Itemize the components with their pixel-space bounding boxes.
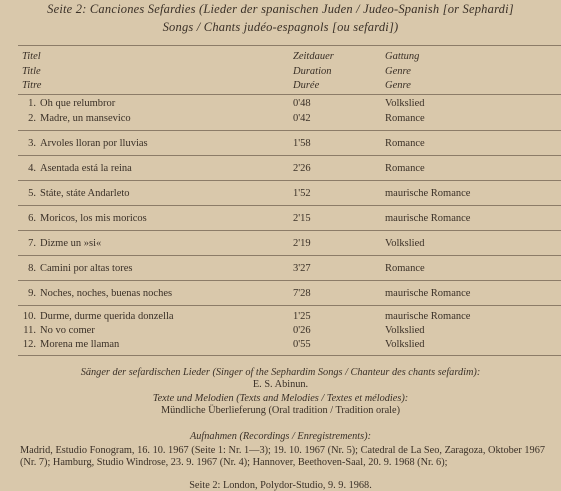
col-genre-en: Genre [385, 66, 411, 77]
row-divider [18, 230, 561, 231]
col-title-en: Title [22, 66, 41, 77]
texts-value: Mündliche Überlieferung (Oral tradition / Tradition orale) [160, 405, 401, 416]
track-duration: 2'19 [293, 238, 311, 249]
track-duration: 2'15 [293, 213, 311, 224]
track-duration: 3'27 [293, 263, 311, 274]
track-duration: 7'28 [293, 288, 311, 299]
track-number: 12. [22, 339, 36, 350]
track-genre: Romance [385, 138, 425, 149]
top-rule [18, 45, 561, 46]
track-title: No vo comer [40, 325, 95, 336]
track-number: 2. [28, 113, 36, 124]
track-title: Camini por altas tores [40, 263, 133, 274]
track-title: Dizme un »si« [40, 238, 102, 249]
row-divider [18, 205, 561, 206]
recordings-text: Madrid, Estudio Fonogram, 16. 10. 1967 (Seite 1: Nr. 1—3); 19. 10. 1967 (Nr. 5); Catedral de La Seo, Zaragoza, Oktober 1967 (Nr. 7); Hamburg, Studio Windrose, 23. 9. 1967 (Nr. 4); Hannover, Beethoven-Saal, 20. 9. 1968 (Nr. 6); [20, 445, 545, 468]
track-number: 4. [28, 163, 36, 174]
col-title-de: Titel [22, 51, 41, 62]
track-genre: maurische Romance [385, 311, 471, 322]
track-title: Státe, státe Andarleto [40, 188, 130, 199]
heading-line-1: Seite 2: Canciones Sefardies (Lieder der spanischen Juden / Judeo-Spanish [or Sephardi] [47, 2, 514, 16]
track-duration: 2'26 [293, 163, 311, 174]
track-row [0, 311, 561, 325]
row-divider [18, 180, 561, 181]
track-row [0, 213, 561, 227]
track-number: 11. [23, 325, 36, 336]
track-title: Oh que relumbror [40, 98, 116, 109]
track-title: Morena me llaman [40, 339, 120, 350]
texts-label: Texte und Melodien (Texts and Melodies / Textes et mélodies): [152, 393, 409, 404]
track-genre: Volkslied [385, 98, 425, 109]
track-genre: maurische Romance [385, 188, 471, 199]
track-duration: 0'55 [293, 339, 311, 350]
track-title: Madre, un mansevico [40, 113, 131, 124]
col-duration-de: Zeitdauer [293, 51, 334, 62]
track-genre: Romance [385, 163, 425, 174]
track-duration: 1'25 [293, 311, 311, 322]
track-genre: maurische Romance [385, 213, 471, 224]
track-number: 1. [28, 98, 36, 109]
recordings-label: Aufnahmen (Recordings / Enregistrements): [189, 431, 371, 442]
bottom-rule [18, 355, 561, 356]
track-title: Asentada está la reina [40, 163, 132, 174]
track-genre: Romance [385, 113, 425, 124]
track-title: Moricos, los mis moricos [40, 213, 147, 224]
track-number: 10. [22, 311, 36, 322]
track-genre: Romance [385, 263, 425, 274]
track-row [0, 288, 561, 302]
row-divider [18, 155, 561, 156]
track-number: 5. [28, 188, 36, 199]
track-genre: Volkslied [385, 238, 425, 249]
track-number: 8. [28, 263, 36, 274]
col-genre-fr: Genre [385, 80, 411, 91]
track-number: 6. [28, 213, 36, 224]
track-row [0, 325, 561, 339]
track-genre: Volkslied [385, 339, 425, 350]
row-divider [18, 280, 561, 281]
track-number: 7. [28, 238, 36, 249]
track-row [0, 188, 561, 202]
track-row [0, 163, 561, 177]
track-number: 9. [28, 288, 36, 299]
track-duration: 1'58 [293, 138, 311, 149]
header-rule [18, 94, 561, 95]
col-genre-de: Gattung [385, 51, 420, 62]
track-genre: Volkslied [385, 325, 425, 336]
track-number: 3. [28, 138, 36, 149]
track-title: Arvoles lloran por lluvias [40, 138, 148, 149]
track-row [0, 138, 561, 152]
singer-name: E. S. Abinun. [252, 379, 309, 390]
track-row [0, 98, 561, 112]
track-duration: 0'26 [293, 325, 311, 336]
track-row [0, 238, 561, 252]
track-title: Noches, noches, buenas noches [40, 288, 173, 299]
col-duration-en: Duration [293, 66, 332, 77]
row-divider [18, 255, 561, 256]
col-title-fr: Titre [22, 80, 42, 91]
track-duration: 0'48 [293, 98, 311, 109]
track-row [0, 339, 561, 353]
track-duration: 1'52 [293, 188, 311, 199]
singer-label: Sänger der sefardischen Lieder (Singer of the Sephardim Songs / Chanteur des chants sefardim): [80, 367, 481, 378]
track-row [0, 263, 561, 277]
col-duration-fr: Durée [293, 80, 320, 91]
track-genre: maurische Romance [385, 288, 471, 299]
track-duration: 0'42 [293, 113, 311, 124]
heading-line-2: Songs / Chants judéo-espagnols [ou sefardi]) [162, 20, 399, 34]
row-divider [18, 130, 561, 131]
row-divider [18, 305, 561, 306]
track-title: Durme, durme querida donzella [40, 311, 174, 322]
track-row [0, 113, 561, 127]
recordings-last-line: Seite 2: London, Polydor-Studio, 9. 9. 1968. [189, 480, 372, 491]
